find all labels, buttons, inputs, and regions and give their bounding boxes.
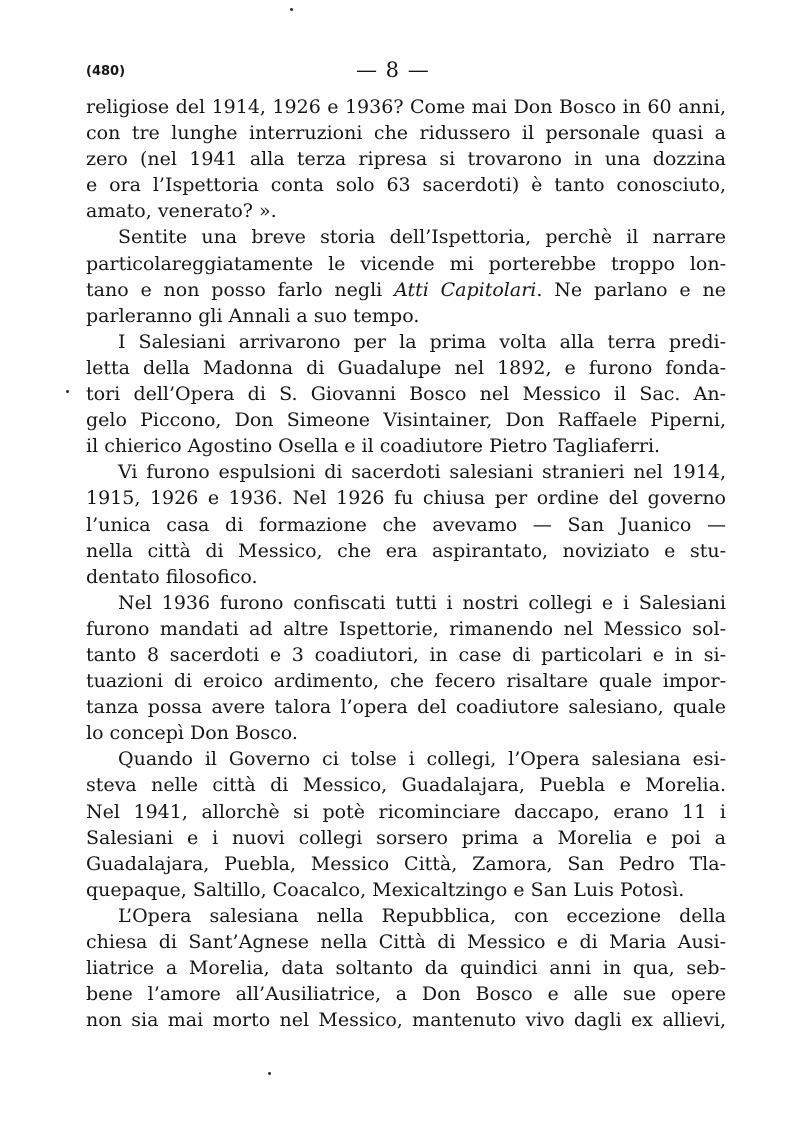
- text-line: l’unica casa di formazione che avevamo — San Juanico —: [86, 513, 726, 536]
- page-code: (480): [86, 64, 126, 79]
- text-line: L’Opera salesiana nella Repubblica, con eccezione della: [118, 904, 726, 927]
- text-line: letta della Madonna di Guadalupe nel 1892, e furono fonda-: [86, 356, 726, 379]
- book-title: Atti Capitolari: [394, 278, 537, 301]
- text-line: lo concepì Don Bosco.: [86, 722, 298, 745]
- text-line: tanto 8 sacerdoti e 3 coadiutori, in case di particolari e in si-: [86, 643, 726, 666]
- print-speck: [66, 390, 69, 393]
- text-line: tori dell’Opera di S. Giovanni Bosco nel Messico il Sac. An-: [86, 383, 726, 406]
- text-line: tano e non posso farlo negli Atti Capitolari. Ne parlano e ne: [86, 278, 726, 301]
- text-line: religiose del 1914, 1926 e 1936? Come mai Don Bosco in 60 anni,: [86, 96, 726, 118]
- text-line: dentato filosofico.: [86, 565, 258, 588]
- text-line: chiesa di Sant’Agnese nella Città di Messico e di Maria Ausi-: [86, 931, 726, 953]
- print-speck: [290, 8, 293, 11]
- text-line: Nel 1941, allorchè si potè ricominciare daccapo, erano 11 i: [86, 800, 726, 823]
- page-number: — 8 —: [356, 58, 430, 82]
- text-line: quepaque, Saltillo, Coacalco, Mexicaltzingo e San Luis Potosì.: [86, 878, 685, 901]
- text-line: liatrice a Morelia, data soltanto da quindici anni in qua, seb-: [86, 957, 726, 980]
- text-line: Guadalajara, Puebla, Messico Città, Zamora, San Pedro Tla-: [86, 852, 726, 875]
- page-header: [86, 58, 726, 86]
- text-line: zero (nel 1941 alla terza ripresa si trovarono in una dozzina: [86, 148, 726, 171]
- text-line: tanza possa avere talora l’opera del coadiutore salesiano, quale: [86, 696, 726, 719]
- text-line: particolareggiatamente le vicende mi porterebbe troppo lon-: [86, 252, 726, 275]
- text-line: non sia mai morto nel Messico, mantenuto vivo dagli ex allievi,: [86, 1009, 726, 1032]
- text-line: Vi furono espulsioni di sacerdoti salesiani stranieri nel 1914,: [118, 461, 726, 484]
- text-line: nella città di Messico, che era aspirantato, noviziato e stu-: [86, 539, 726, 562]
- text-line: parleranno gli Annali a suo tempo.: [86, 304, 420, 327]
- text-line: il chierico Agostino Osella e il coadiutore Pietro Tagliaferri.: [86, 435, 661, 458]
- text-line: Nel 1936 furono confiscati tutti i nostri collegi e i Salesiani: [118, 591, 726, 614]
- text-line: I Salesiani arrivarono per la prima volta alla terra predi-: [118, 330, 726, 353]
- text-line: Salesiani e i nuovi collegi sorsero prima a Morelia e poi a: [86, 826, 726, 849]
- text-line: bene l’amore all’Ausiliatrice, a Don Bosco e alle sue opere: [86, 983, 726, 1006]
- text-line: Quando il Governo ci tolse i collegi, l’Opera salesiana esi-: [118, 748, 726, 771]
- text-line: con tre lunghe interruzioni che ridussero il personale quasi a: [86, 122, 726, 145]
- body-text: [86, 94, 726, 1033]
- text-line: e ora l’Ispettoria conta solo 63 sacerdoti) è tanto conosciuto,: [86, 174, 726, 197]
- text-line: Sentite una breve storia dell’Ispettoria, perchè il narrare: [118, 226, 726, 249]
- text-line: furono mandati ad altre Ispettorie, rimanendo nel Messico sol-: [86, 617, 726, 640]
- text-line: tuazioni di eroico ardimento, che fecero risaltare quale impor-: [86, 670, 726, 693]
- text-line: steva nelle città di Messico, Guadalajara, Puebla e Morelia.: [86, 774, 726, 797]
- text-line: amato, venerato? ».: [86, 200, 277, 223]
- text-line: gelo Piccono, Don Simeone Visintainer, Don Raffaele Piperni,: [86, 409, 726, 432]
- text-line: 1915, 1926 e 1936. Nel 1926 fu chiusa per ordine del governo: [86, 487, 726, 510]
- print-speck: [268, 1072, 271, 1075]
